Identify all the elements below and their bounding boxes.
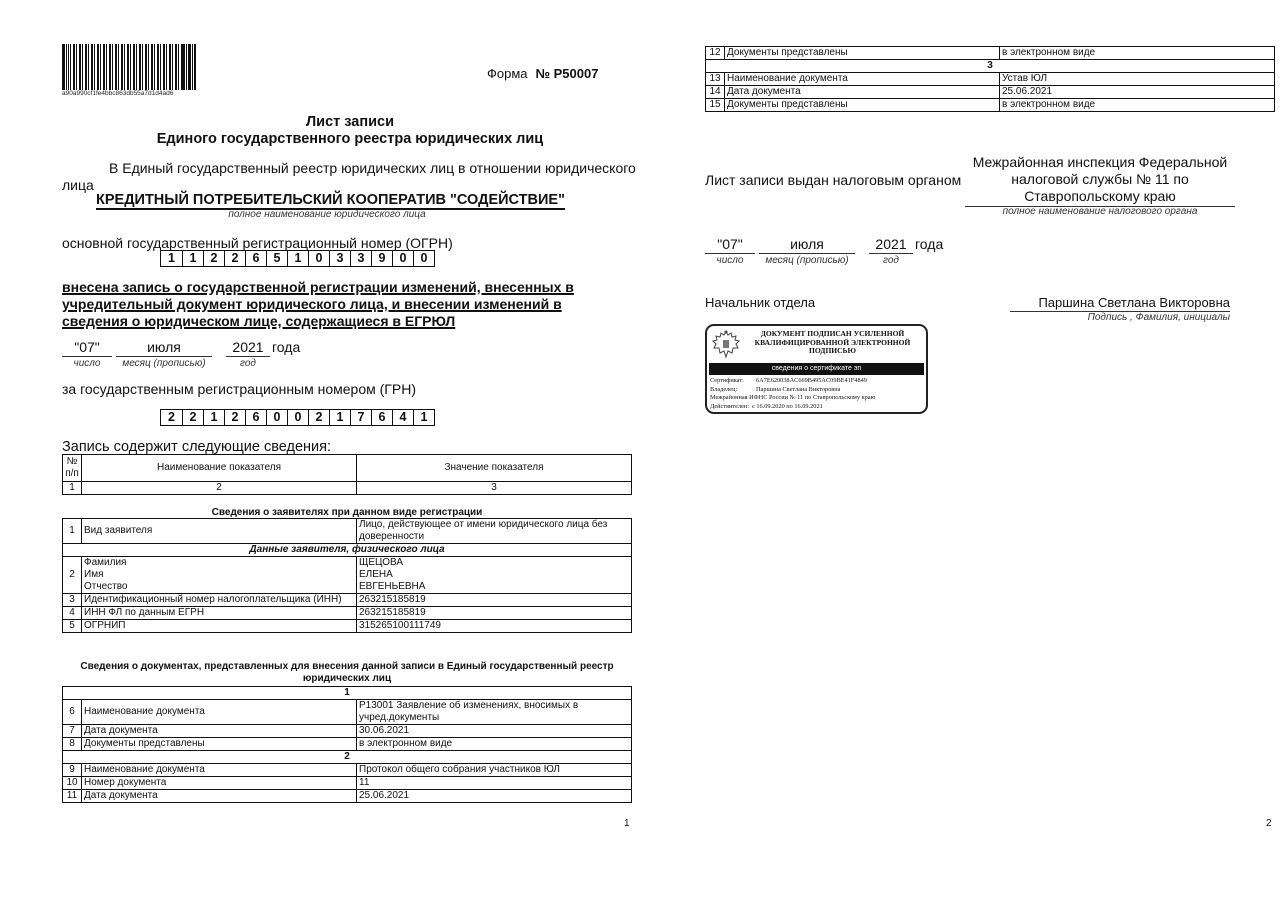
row-number: 9 (63, 764, 82, 777)
issue-date-day-caption: число (716, 255, 744, 266)
document-subtitle: Единого государственного реестра юридических лиц (156, 131, 544, 147)
row-value: в электронном виде (357, 738, 632, 751)
table-row (63, 620, 632, 633)
ogrn-digit: 6 (245, 251, 266, 266)
issue-date-year-caption: год (883, 255, 899, 266)
table-row (706, 73, 1275, 86)
row-name: Документы представлены (82, 738, 357, 751)
table-header-numbers-row (63, 482, 632, 495)
tax-authority-name: Межрайонная инспекция Федеральной налоговой службы № 11 по Ставропольскому краю (965, 154, 1235, 207)
row-name: Документы представлены (725, 47, 1000, 60)
row-name: Наименование документа (725, 73, 1000, 86)
name-label: Имя (84, 569, 104, 580)
signer-name: Паршина Светлана Викторовна (1010, 295, 1230, 312)
table-row (63, 700, 632, 725)
record-date-suffix: года (272, 339, 301, 355)
record-date-month-caption: месяц (прописью) (122, 358, 206, 369)
record-description-line: сведения о юридическом лице, содержащиеся в ЕГРЮЛ (62, 313, 456, 329)
official-position: Начальник отдела (705, 295, 816, 310)
row-value: Устав ЮЛ (1000, 73, 1275, 86)
ogrn-label: основной государственный регистрационный номер (ОГРН) (62, 235, 453, 251)
table-group-row (63, 751, 632, 764)
row-value: в электронном виде (1000, 99, 1275, 112)
tax-authority-caption: полное наименование налогового органа (1002, 206, 1198, 217)
record-date-day-caption: число (73, 358, 101, 369)
header-col-name: Наименование показателя (82, 455, 357, 482)
record-description (62, 279, 592, 330)
document-group-number: 2 (63, 751, 632, 764)
ogrn-digit: 2 (224, 251, 245, 266)
ogrn-digit: 2 (203, 251, 224, 266)
ogrn-digits (160, 250, 435, 267)
grn-digit: 2 (308, 410, 329, 425)
row-name: Документы представлены (725, 99, 1000, 112)
header-num: 3 (357, 482, 632, 495)
grn-digit: 0 (287, 410, 308, 425)
coat-of-arms-icon (711, 329, 741, 361)
row-value (357, 557, 632, 594)
table-row (63, 519, 632, 544)
grn-digit: 6 (245, 410, 266, 425)
record-date-year-caption: год (240, 358, 256, 369)
signer-caption: Подпись , Фамилия, инициалы (1087, 312, 1230, 323)
issue-date-suffix: года (915, 236, 944, 252)
barcode-icon (62, 44, 212, 90)
ogrn-digit: 0 (308, 251, 329, 266)
stamp-owner-label: Владелец: (710, 385, 738, 393)
surname-label: Фамилия (84, 557, 127, 568)
table-row (63, 594, 632, 607)
documents-section-title: Сведения о документах, представленных для внесения данной записи в Единый государственный реестр юридических лиц (80, 661, 614, 684)
ogrn-digit: 0 (392, 251, 413, 266)
ogrn-digit: 5 (266, 251, 287, 266)
table-header-row (63, 455, 632, 482)
applicants-table (62, 518, 632, 633)
grn-digit: 7 (350, 410, 371, 425)
row-value: 30.06.2021 (357, 725, 632, 738)
row-number: 8 (63, 738, 82, 751)
stamp-row-validity (710, 403, 924, 412)
record-date-month: июля (116, 339, 212, 357)
contains-label: Запись содержит следующие сведения: (62, 439, 332, 455)
record-description-line: внесена запись о государственной регистрации изменений, внесенных в (62, 279, 574, 295)
row-number: 6 (63, 700, 82, 725)
issue-date-month: июля (759, 236, 855, 254)
row-name: ИНН ФЛ по данным ЕГРН (82, 607, 357, 620)
row-number: 15 (706, 99, 725, 112)
issued-by-label: Лист записи выдан налоговым органом (705, 172, 962, 188)
stamp-row-owner (710, 386, 924, 395)
row-value: 263215185819 (357, 594, 632, 607)
row-number: 1 (63, 519, 82, 544)
grn-digit: 1 (203, 410, 224, 425)
stamp-row-issuer (710, 394, 924, 403)
table-row (63, 738, 632, 751)
ogrn-digit: 3 (329, 251, 350, 266)
row-name: Дата документа (82, 790, 357, 803)
applicants-section-title: Сведения о заявителях при данном виде регистрации (211, 507, 483, 518)
barcode-data-area (73, 44, 183, 90)
documents-table (62, 686, 632, 803)
electronic-signature-stamp (705, 324, 928, 414)
name-value: ЕЛЕНА (359, 569, 393, 580)
applicant-subheader: Данные заявителя, физического лица (63, 544, 632, 557)
row-name: Идентификационный номер налогоплательщика (ИНН) (82, 594, 357, 607)
documents-table-continued (705, 46, 1275, 112)
stamp-details (710, 377, 924, 411)
table-row (63, 790, 632, 803)
intro-text-line2: лица (62, 177, 94, 193)
grn-digit: 4 (392, 410, 413, 425)
stamp-row-certificate (710, 377, 924, 386)
row-value: Лицо, действующее от имени юридического лица без доверенности (357, 519, 632, 544)
organization-name: КРЕДИТНЫЙ ПОТРЕБИТЕЛЬСКИЙ КООПЕРАТИВ "СОДЕЙСТВИЕ" (96, 192, 565, 208)
row-name: ОГРНИП (82, 620, 357, 633)
intro-text-line1: В Единый государственный реестр юридических лиц в отношении юридического (109, 160, 636, 176)
row-value: Р13001 Заявление об изменениях, вносимых в учред.документы (357, 700, 632, 725)
ogrn-digit: 9 (371, 251, 392, 266)
record-date-day: "07" (62, 339, 112, 357)
table-row (706, 86, 1275, 99)
document-title: Лист записи (305, 114, 394, 130)
table-row (706, 47, 1275, 60)
header-col-number: № п/п (63, 455, 82, 482)
issue-date-month-caption: месяц (прописью) (765, 255, 849, 266)
row-number: 2 (63, 557, 82, 594)
record-date-year: 2021 (226, 339, 270, 357)
grn-digit: 2 (224, 410, 245, 425)
page-number: 2 (1266, 818, 1272, 829)
header-num: 2 (82, 482, 357, 495)
barcode-text: a90a990cf1fe4bbc863db55a7d1d4ad6 (62, 90, 174, 97)
row-value: 11 (357, 777, 632, 790)
header-col-value: Значение показателя (357, 455, 632, 482)
row-number: 3 (63, 594, 82, 607)
stamp-valid-value: с 16.09.2020 по 16.09.2021 (752, 402, 823, 410)
table-group-row (706, 60, 1275, 73)
grn-digit: 1 (329, 410, 350, 425)
row-name: Номер документа (82, 777, 357, 790)
table-row (63, 764, 632, 777)
row-number: 10 (63, 777, 82, 790)
stamp-cert-header: сведения о сертификате эп (709, 363, 924, 375)
row-value: в электронном виде (1000, 47, 1275, 60)
issue-date-day: "07" (705, 236, 755, 254)
issue-date (705, 236, 943, 266)
grn-digit: 6 (371, 410, 392, 425)
document-group-number: 3 (706, 60, 1275, 73)
patronymic-value: ЕВГЕНЬЕВНА (359, 581, 426, 592)
row-name: Дата документа (725, 86, 1000, 99)
stamp-owner-value: Паршина Светлана Викторовна (756, 385, 841, 393)
ogrn-digit: 1 (168, 251, 175, 265)
row-name: Вид заявителя (82, 519, 357, 544)
form-number: № Р50007 (535, 66, 599, 81)
stamp-title: ДОКУМЕНТ ПОДПИСАН УСИЛЕННОЙ КВАЛИФИЦИРОВАННОЙ ЭЛЕКТРОННОЙ ПОДПИСЬЮ (754, 329, 911, 355)
row-number: 4 (63, 607, 82, 620)
ogrn-digit: 0 (413, 251, 434, 266)
row-name: Наименование документа (82, 700, 357, 725)
header-num: 1 (63, 482, 82, 495)
table-row (63, 777, 632, 790)
table-group-row (63, 687, 632, 700)
ogrn-digit: 1 (182, 251, 203, 266)
record-date (62, 339, 300, 369)
surname-value: ЩЕЦОВА (359, 557, 404, 568)
header-table (62, 454, 632, 495)
table-row (63, 607, 632, 620)
row-number: 11 (63, 790, 82, 803)
form-label (487, 66, 598, 81)
page-number: 1 (624, 818, 630, 829)
row-number: 5 (63, 620, 82, 633)
row-number: 14 (706, 86, 725, 99)
patronymic-label: Отчество (84, 581, 128, 592)
table-row (63, 725, 632, 738)
row-value: 25.06.2021 (357, 790, 632, 803)
grn-label: за государственным регистрационным номером (ГРН) (62, 381, 416, 397)
document-group-number: 1 (63, 687, 632, 700)
barcode-bar (194, 44, 196, 90)
row-name (82, 557, 357, 594)
table-row (63, 557, 632, 594)
issue-date-year: 2021 (869, 236, 913, 254)
row-name: Дата документа (82, 725, 357, 738)
grn-digits (160, 409, 435, 426)
grn-digit: 2 (168, 410, 175, 424)
form-word: Форма (487, 66, 528, 81)
row-value: Протокол общего собрания участников ЮЛ (357, 764, 632, 777)
row-number: 7 (63, 725, 82, 738)
row-value: 263215185819 (357, 607, 632, 620)
row-number: 12 (706, 47, 725, 60)
row-value: 315265100111749 (357, 620, 632, 633)
grn-digit: 0 (266, 410, 287, 425)
ogrn-digit: 3 (350, 251, 371, 266)
row-value: 25.06.2021 (1000, 86, 1275, 99)
stamp-cert-label: Сертификат: (710, 377, 744, 384)
grn-digit: 1 (413, 410, 434, 425)
stamp-cert-value: 6A7E620038AC669B495AC09BE41F4849 (756, 377, 867, 384)
stamp-valid-label: Действителен: (710, 402, 750, 410)
organization-caption: полное наименование юридического лица (228, 209, 426, 220)
record-description-line: учредительный документ юридического лица, и внесении изменений в (62, 296, 562, 312)
row-name: Наименование документа (82, 764, 357, 777)
grn-digit: 2 (182, 410, 203, 425)
ogrn-digit: 1 (287, 251, 308, 266)
table-subheader-row (63, 544, 632, 557)
table-row (706, 99, 1275, 112)
row-number: 13 (706, 73, 725, 86)
stamp-issuer: Межрайонная ИФНС России № 11 по Ставропольскому краю (710, 394, 876, 401)
